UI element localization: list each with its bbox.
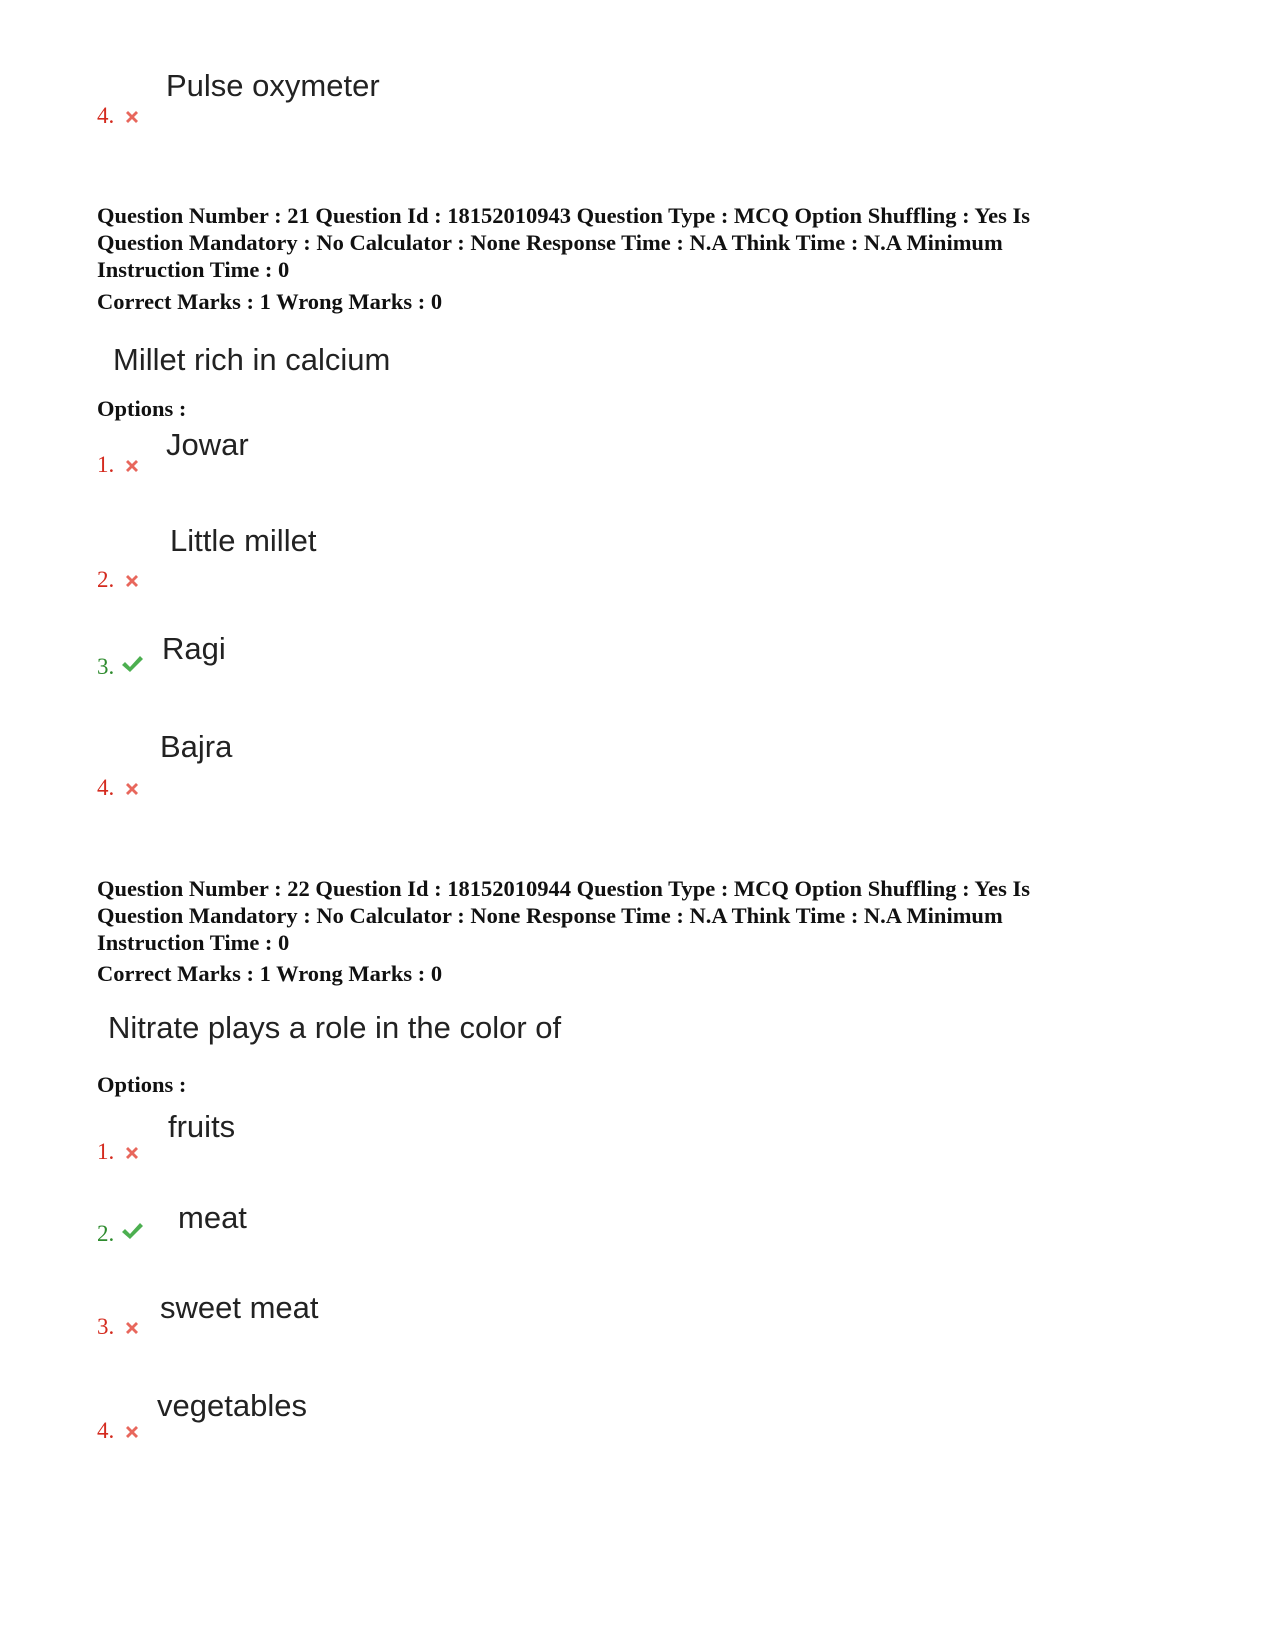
question-text: Millet rich in calcium — [113, 342, 391, 377]
options-label: Options : — [97, 1072, 187, 1097]
meta-line: Question Mandatory : No Calculator : None Response Time : N.A Think Time : N.A Minimum — [97, 230, 1003, 255]
question-text: Nitrate plays a role in the color of — [108, 1010, 562, 1045]
option-text: sweet meat — [160, 1290, 319, 1325]
cross-icon — [122, 107, 142, 132]
option-text: Bajra — [160, 729, 233, 764]
option-number: 2. — [97, 567, 115, 592]
cross-icon — [122, 1422, 142, 1447]
option-text: Ragi — [162, 631, 226, 666]
cross-icon — [122, 1318, 142, 1343]
option-text: vegetables — [157, 1388, 307, 1423]
meta-line: Instruction Time : 0 — [97, 257, 290, 282]
cross-icon — [122, 571, 142, 596]
option-number: 3. — [97, 1314, 115, 1339]
marks-info: Correct Marks : 1 Wrong Marks : 0 — [97, 961, 443, 986]
option-number: 4. — [97, 775, 115, 800]
option-number: 1. — [97, 452, 115, 477]
check-icon — [120, 653, 144, 680]
meta-line: Instruction Time : 0 — [97, 930, 290, 955]
cross-icon — [122, 779, 142, 804]
option-text: fruits — [168, 1109, 236, 1144]
option-text: meat — [178, 1200, 247, 1235]
check-icon — [120, 1220, 144, 1247]
meta-line: Question Mandatory : No Calculator : None Response Time : N.A Think Time : N.A Minimum — [97, 903, 1003, 928]
question-meta — [97, 875, 1177, 956]
question-meta — [97, 202, 1177, 283]
option-text: Pulse oxymeter — [166, 68, 380, 103]
option-number: 4. — [97, 1418, 115, 1443]
meta-line: Question Number : 21 Question Id : 18152010943 Question Type : MCQ Option Shuffling : Yes Is — [97, 203, 1031, 228]
option-text: Little millet — [170, 523, 317, 558]
options-label: Options : — [97, 396, 187, 421]
option-text: Jowar — [166, 427, 249, 462]
option-number: 4. — [97, 103, 115, 128]
meta-line: Question Number : 22 Question Id : 18152010944 Question Type : MCQ Option Shuffling : Yes Is — [97, 876, 1031, 901]
cross-icon — [122, 456, 142, 481]
option-number: 2. — [97, 1221, 115, 1246]
option-number: 3. — [97, 654, 115, 679]
cross-icon — [122, 1143, 142, 1168]
option-number: 1. — [97, 1139, 115, 1164]
marks-info: Correct Marks : 1 Wrong Marks : 0 — [97, 289, 443, 314]
